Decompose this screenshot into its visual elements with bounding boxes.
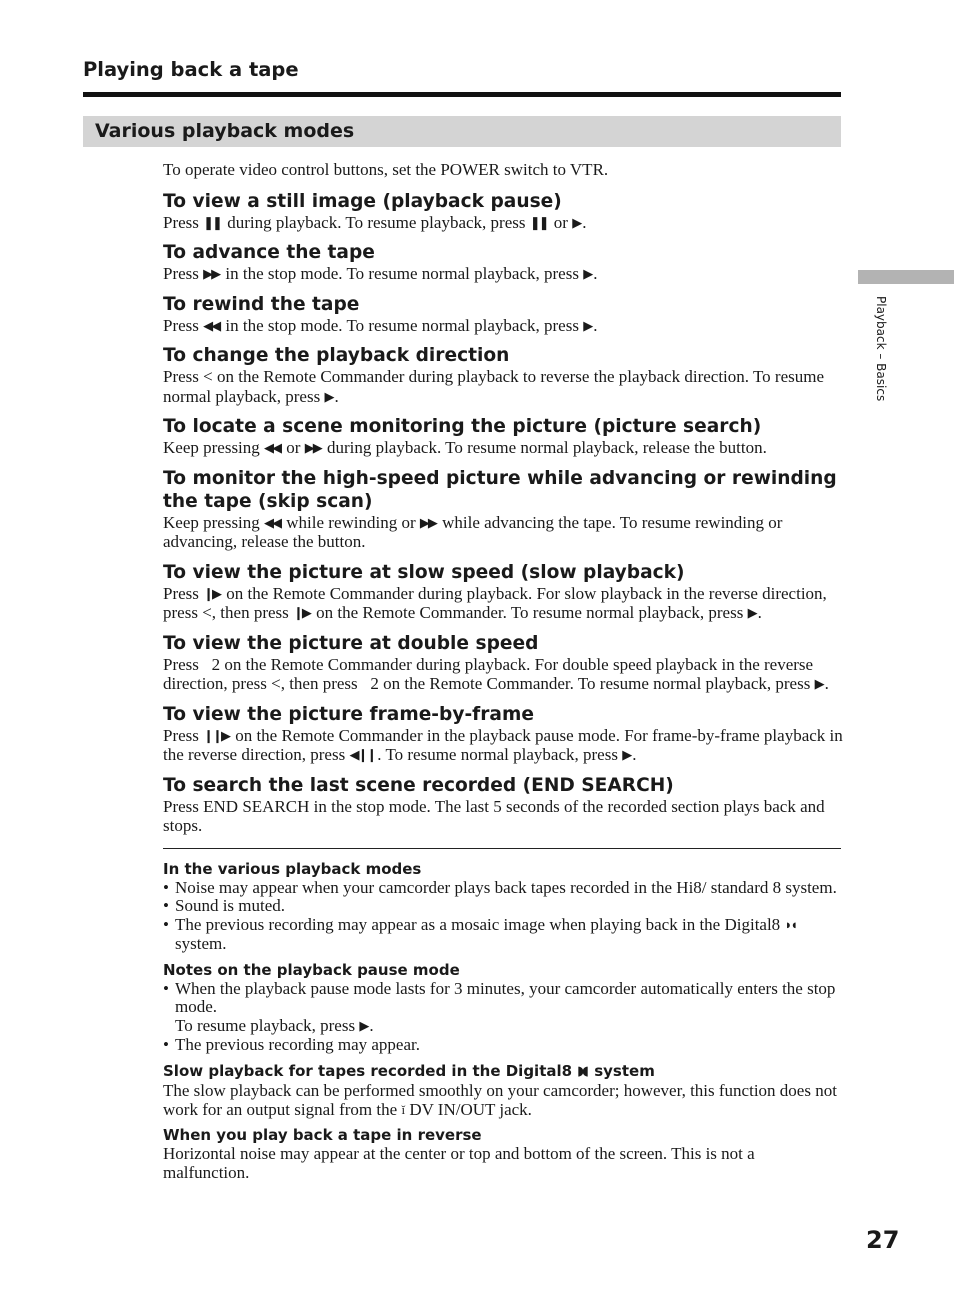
- note-heading: Notes on the playback pause mode: [163, 960, 460, 979]
- slow-icon: ❙▶: [203, 585, 221, 601]
- fast-forward-icon: ▶▶: [304, 440, 321, 455]
- play-icon: ▶: [583, 317, 592, 333]
- slow-icon: ❙▶: [293, 605, 310, 620]
- topic-body: Press 2 on the Remote Commander during playback. For double speed playback in the reverse direction, press <, then press 2 on the Remote Commander. To resume normal playback, press ▶ .: [163, 654, 829, 693]
- topic-heading: To change the playback direction: [163, 345, 510, 366]
- main-content: [163, 158, 843, 1189]
- topic-slow-playback: [163, 561, 843, 623]
- pause-icon: ❚❚: [529, 214, 548, 230]
- note-body: Horizontal noise may appear at the center or top and bottom of the screen. This is not a malfunction.: [163, 1144, 755, 1183]
- rewind-icon: ◀◀: [203, 317, 220, 333]
- direction-icon: <: [203, 367, 213, 386]
- note-various-modes: [163, 859, 843, 954]
- note-body: The slow playback can be performed smoothly on your camcorder; however, this function does not work for an output signal from the ǐ DV IN/OUT jack.: [163, 1080, 837, 1119]
- fast-forward-icon: ▶▶: [419, 514, 436, 530]
- topic-heading: To view a still image (playback pause): [163, 190, 562, 212]
- rewind-icon: ◀◀: [264, 514, 281, 530]
- direction-icon: <: [202, 603, 212, 622]
- topic-advance: [163, 241, 843, 284]
- topic-rewind: [163, 293, 843, 336]
- topic-body: Press ❙❙▶ on the Remote Commander in the playback pause mode. For frame-by-frame playback in the reverse direction, press ◀❙❙ . To resume normal playback, press ▶ .: [163, 725, 843, 764]
- topic-picture-search: [163, 415, 843, 458]
- i-link-icon: ǐ: [401, 1101, 404, 1117]
- note-bullet: • When the playback pause mode lasts for 3 minutes, your camcorder automatically enters the stop mode. To resume playback, press ▶ .: [163, 980, 843, 1036]
- topic-body: Press ▶▶ in the stop mode. To resume normal playback, press ▶ .: [163, 264, 598, 283]
- play-icon: ▶: [583, 266, 592, 281]
- topic-heading: To monitor the high-speed picture while advancing or rewinding the tape (skip scan): [163, 467, 837, 512]
- header-rule: [83, 92, 841, 97]
- side-tab-label: Playback – Basics: [874, 296, 888, 402]
- rewind-icon: ◀◀: [264, 440, 281, 455]
- play-icon: ▶: [814, 676, 823, 691]
- digital8-logo-icon: ◗◖: [784, 917, 797, 933]
- topic-heading: To view the picture at slow speed (slow playback): [163, 561, 685, 583]
- topic-heading: To search the last scene recorded (END SEARCH): [163, 774, 674, 796]
- play-icon: ▶: [572, 214, 581, 230]
- direction-icon: <: [271, 674, 281, 693]
- side-tab-marker: [858, 270, 954, 284]
- fast-forward-icon: ▶▶: [203, 266, 220, 281]
- topic-heading: To advance the tape: [163, 242, 375, 263]
- play-icon: ▶: [622, 747, 631, 762]
- topic-body: Press END SEARCH in the stop mode. The last 5 seconds of the recorded section plays back and stops.: [163, 796, 825, 835]
- topic-body: Keep pressing ◀◀ while rewinding or ▶▶ while advancing the tape. To resume rewinding or advancing, release the button.: [163, 512, 783, 551]
- topic-heading: To view the picture frame-by-frame: [163, 703, 534, 725]
- play-icon: ▶: [324, 388, 333, 404]
- play-icon: ▶: [747, 605, 756, 620]
- topic-body: Press ❚❚ during playback. To resume playback, press ❚❚ or ▶ .: [163, 212, 587, 232]
- play-icon: ▶: [359, 1018, 368, 1034]
- frame-forward-icon: ❙❙▶: [203, 727, 229, 743]
- topic-end-search: [163, 774, 843, 836]
- section-title: Various playback modes: [95, 120, 355, 142]
- topic-heading: To locate a scene monitoring the picture (picture search): [163, 416, 762, 437]
- topic-frame-by-frame: [163, 703, 843, 765]
- topic-still-image: [163, 190, 843, 233]
- topic-body: Press ❙▶ on the Remote Commander during playback. For slow playback in the reverse direction, press <, then press ❙▶ on the Remote Commander. To resume normal playback, press ▶ .: [163, 583, 827, 622]
- topic-body: Press < on the Remote Commander during playback to reverse the playback direction. To resume normal playback, press ▶ .: [163, 367, 825, 406]
- topic-skip-scan: [163, 467, 843, 552]
- note-bullet: • The previous recording may appear.: [163, 1036, 843, 1055]
- note-reverse: [163, 1125, 843, 1183]
- note-pause-mode: [163, 960, 843, 1055]
- page-header-title: Playing back a tape: [83, 58, 299, 81]
- topic-heading: To view the picture at double speed: [163, 632, 539, 654]
- note-slow-digital8: [163, 1061, 843, 1120]
- frame-back-icon: ◀❙❙: [349, 747, 376, 762]
- topic-body: Press ◀◀ in the stop mode. To resume normal playback, press ▶ .: [163, 315, 598, 335]
- page-number: 27: [866, 1226, 900, 1254]
- pause-icon: ❚❚: [203, 214, 221, 230]
- digital8-logo-icon: ◗◖: [577, 1063, 587, 1079]
- notes-divider: [163, 848, 841, 849]
- topic-direction: [163, 344, 843, 406]
- note-bullet: • Sound is muted.: [163, 897, 843, 916]
- topic-body: Keep pressing ◀◀ or ▶▶ during playback. To resume normal playback, release the button.: [163, 438, 767, 457]
- note-heading: In the various playback modes: [163, 859, 422, 878]
- note-bullet: • Noise may appear when your camcorder plays back tapes recorded in the Hi8/ standard 8 system.: [163, 879, 843, 898]
- note-heading: Slow playback for tapes recorded in the Digital8 ◗◖ system: [163, 1061, 655, 1080]
- intro-text: To operate video control buttons, set the POWER switch to VTR.: [163, 160, 609, 179]
- topic-double-speed: [163, 632, 843, 694]
- section-band: [83, 116, 841, 147]
- note-heading: When you play back a tape in reverse: [163, 1126, 482, 1145]
- note-bullet: • The previous recording may appear as a mosaic image when playing back in the Digital8 ◗◖ system.: [163, 916, 843, 954]
- topic-heading: To rewind the tape: [163, 293, 360, 315]
